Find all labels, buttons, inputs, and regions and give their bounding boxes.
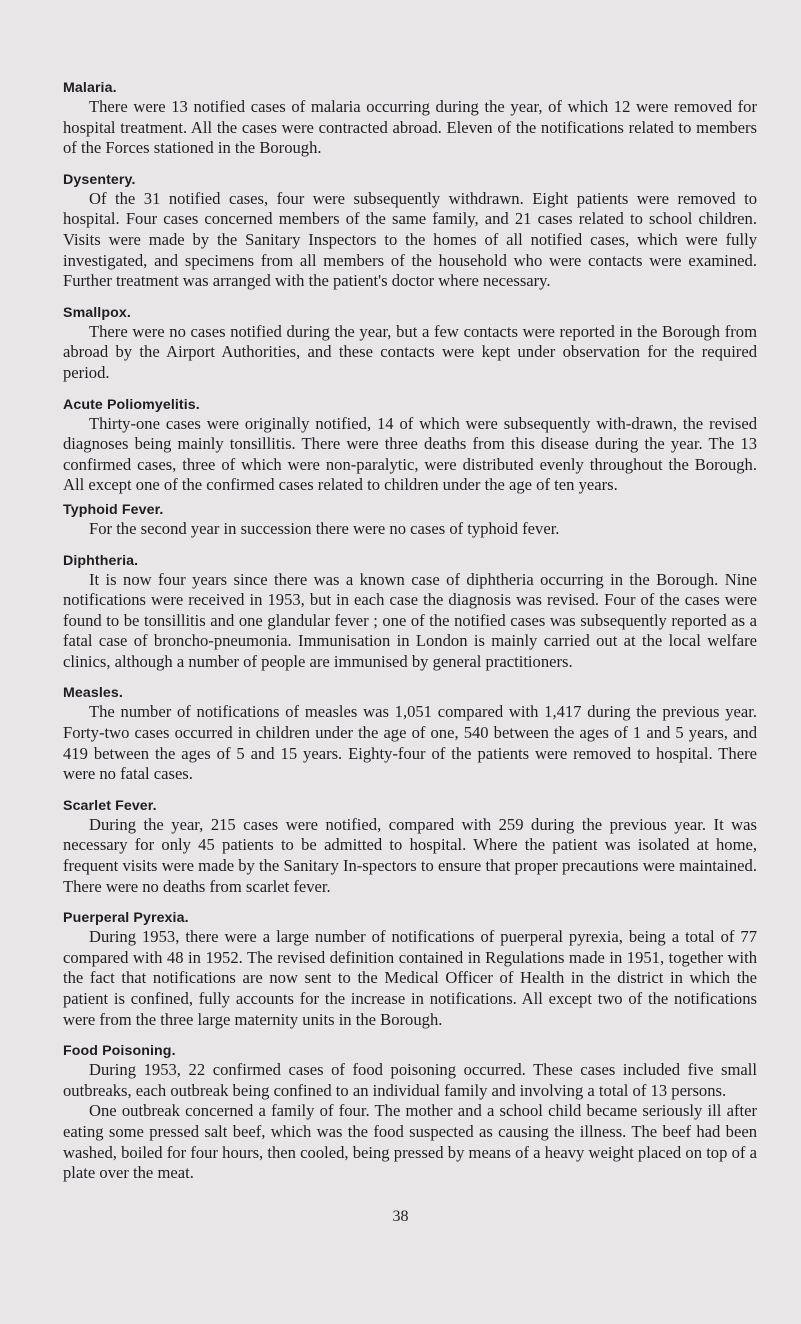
section-acute-poliomyelitis bbox=[63, 397, 757, 496]
section-diphtheria bbox=[63, 553, 757, 673]
section-paragraph: There were 13 notified cases of malaria occurring during the year, of which 12 were removed for hospital treatment. All the cases were contracted abroad. Eleven of the notifications related to members of the Forces stationed in the Borough. bbox=[63, 97, 757, 158]
section-heading: Acute Poliomyelitis. bbox=[63, 396, 200, 413]
section-puerperal-pyrexia bbox=[63, 910, 757, 1030]
section-measles bbox=[63, 685, 757, 784]
section-heading: Puerperal Pyrexia. bbox=[63, 910, 189, 927]
section-heading: Food Poisoning. bbox=[63, 1043, 176, 1060]
section-paragraph: There were no cases notified during the year, but a few contacts were reported in the Borough from abroad by the Airport Authorities, and these contacts were kept under observation for the required period. bbox=[63, 321, 757, 382]
section-heading: Scarlet Fever. bbox=[63, 797, 157, 814]
section-paragraph: One outbreak concerned a family of four. The mother and a school child became seriously ill after eating some pressed salt beef, which was the food suspected as causing the illness. The beef had been washed, boiled for four hours, then cooled, being pressed by means of a heavy weight placed on top of a plate over the meat. bbox=[63, 1101, 757, 1183]
section-paragraph: During 1953, there were a large number of notifications of puerperal pyrexia, being a total of 77 compared with 48 in 1952. The revised definition contained in Regulations made in 1951, together with the fact that notifications are now sent to the Medical Officer of Health in the district in which the patient is confined, fully accounts for the increase in notifications. All except two of the notifications were from the three large maternity units in the Borough. bbox=[63, 927, 757, 1029]
page-number: 38 bbox=[392, 1208, 409, 1225]
section-paragraph: Of the 31 notified cases, four were subsequently withdrawn. Eight patients were removed to hospital. Four cases concerned members of the same family, and 21 cases related to school children. Visits were made by the Sanitary Inspectors to the homes of all notified cases, which were fully investigated, and specimens from all members of the household who were contacts were examined. Further treatment was arranged with the patient's doctor where necessary. bbox=[63, 188, 757, 291]
section-heading: Malaria. bbox=[63, 80, 117, 96]
section-food-poisoning bbox=[63, 1043, 757, 1184]
section-heading: Dysentery. bbox=[63, 171, 136, 188]
section-heading: Typhoid Fever. bbox=[63, 501, 164, 518]
section-dysentery bbox=[63, 172, 757, 292]
section-paragraph: Thirty-one cases were originally notified, 14 of which were subsequently with-drawn, the revised diagnoses being mainly tonsillitis. There were three deaths from this disease during the year. The 13 confirmed cases, three of which were non-paralytic, were distributed evenly throughout the Borough. All except one of the confirmed cases related to children under the age of ten years. bbox=[63, 413, 757, 495]
section-paragraph: For the second year in succession there were no cases of typhoid fever. bbox=[89, 518, 560, 538]
section-scarlet-fever bbox=[63, 798, 757, 897]
section-paragraph: During the year, 215 cases were notified, compared with 259 during the previous year. It was necessary for only 45 patients to be admitted to hospital. Where the patient was isolated at home, frequent visits were made by the Sanitary In-spectors to ensure that proper precautions were maintained. There were no deaths from scarlet fever. bbox=[63, 814, 757, 896]
section-paragraph: The number of notifications of measles was 1,051 compared with 1,417 during the previous year. Forty-two cases occurred in children under the age of one, 540 between the ages of 1 and 5 years, and 419 between the ages of 5 and 15 years. Eighty-four of the patients were removed to hospital. There were no fatal cases. bbox=[63, 702, 757, 784]
section-heading: Diphtheria. bbox=[63, 552, 139, 569]
section-paragraph: During 1953, 22 confirmed cases of food poisoning occurred. These cases included five small outbreaks, each outbreak being confined to an individual family and involving a total of 13 persons. bbox=[63, 1060, 757, 1100]
section-heading: Smallpox. bbox=[63, 304, 131, 321]
section-malaria bbox=[63, 80, 757, 159]
section-heading: Measles. bbox=[63, 685, 123, 702]
section-paragraph: It is now four years since there was a known case of diphtheria occurring in the Borough. Nine notifications were received in 1953, but in each case the diagnosis was revised. Four of the cases were found to be tonsillitis and one glandular fever ; one of the notified cases was subsequently reported as a fatal case of broncho-pneumonia. Immunisation in London is mainly carried out at the local welfare clinics, although a number of people are immunised by general practitioners. bbox=[63, 569, 757, 671]
section-typhoid-fever bbox=[63, 502, 757, 540]
section-smallpox bbox=[63, 305, 757, 384]
